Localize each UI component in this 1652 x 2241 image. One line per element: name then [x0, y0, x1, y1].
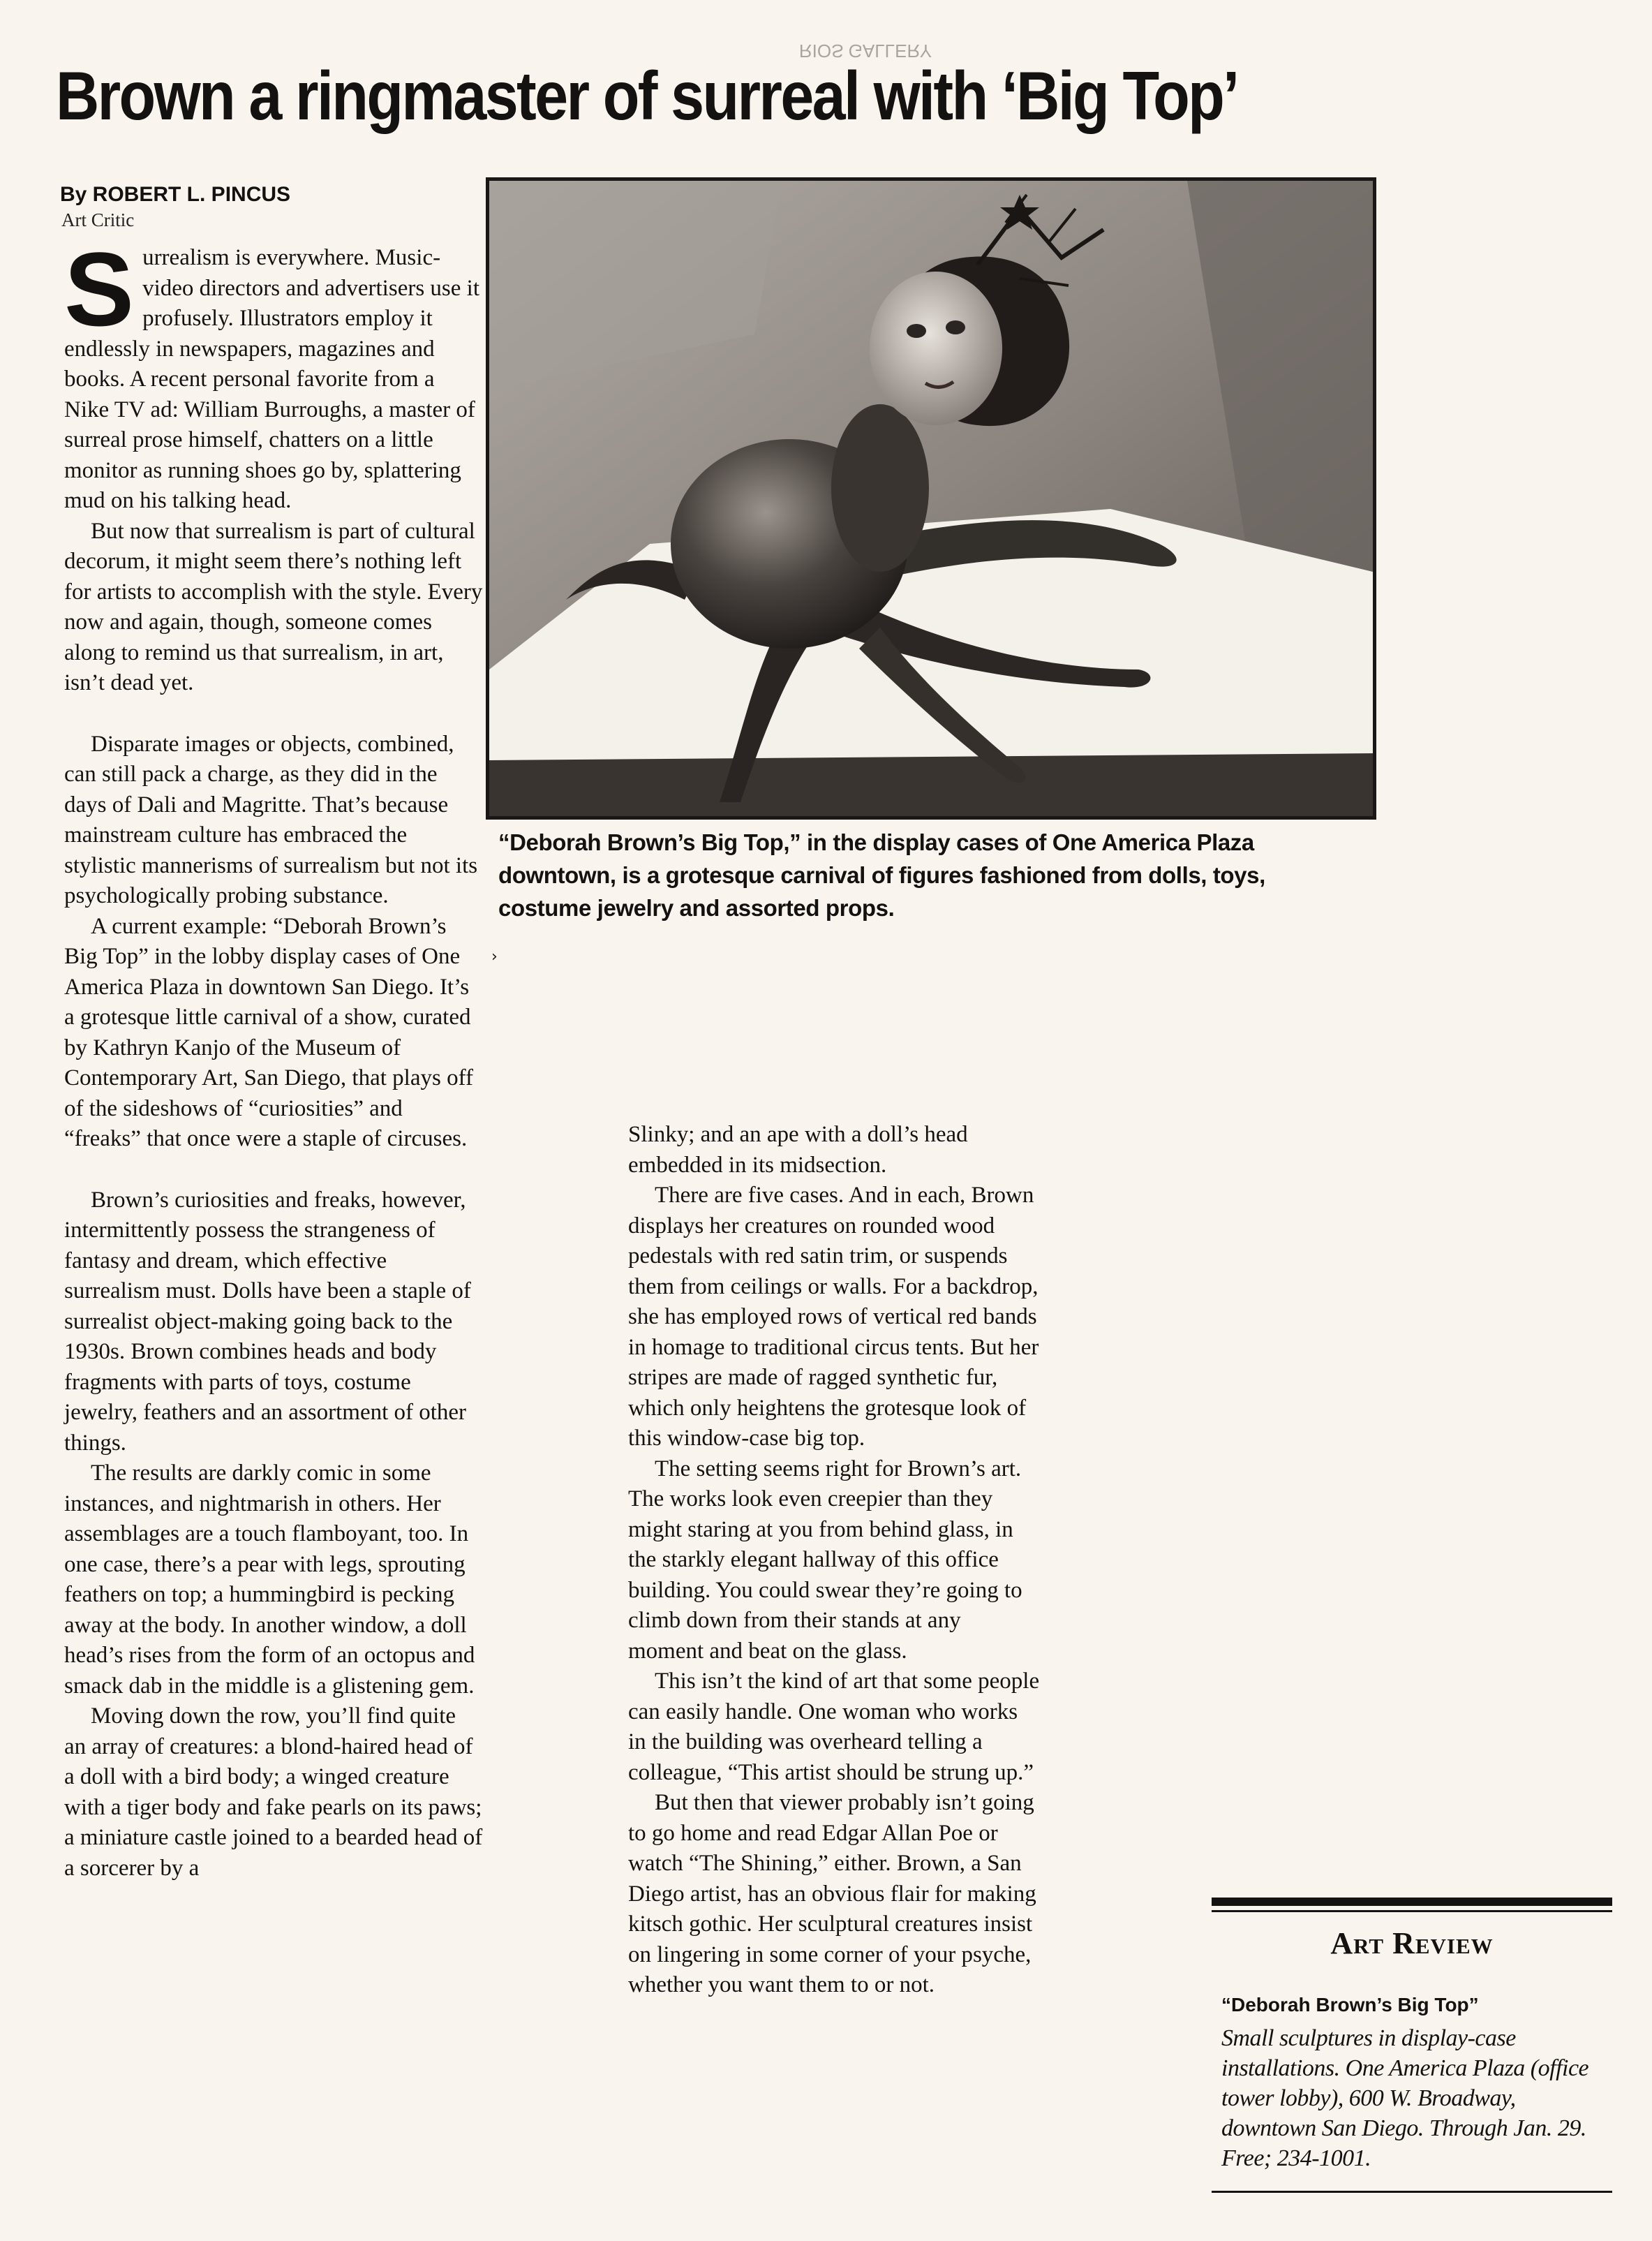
art-review-box — [1212, 1898, 1612, 2196]
review-box-title: Art Review — [1330, 1926, 1494, 1960]
paragraph: But now that surrealism is part of cultural decorum, it might seem there’s nothing left for artists to accomplish with the style. Every now and again, though, someone comes along to remind us that surrealism, in art, isn’t dead yet. — [64, 518, 483, 695]
paragraph: A current example: “Deborah Brown’s Big Top” in the lobby display cases of One America Plaza in downtown San Diego. It’s a grotesque little carnival of a show, curated by Kathryn Kanjo of the Museum of Contemporary Art, San Diego, that plays off of the sideshows of “curiosities” and “freaks” that once were a staple of circuses. — [64, 913, 473, 1151]
sculpture-photo — [486, 177, 1376, 820]
stray-mark: › — [491, 948, 498, 966]
paragraph: Slinky; and an ape with a doll’s head embedded in its midsection. — [628, 1122, 968, 1178]
review-show-name: “Deborah Brown’s Big Top” — [1221, 1994, 1479, 2016]
paragraph: This isn’t the kind of art that some people can easily handle. One woman who works in the building was overheard telling a colleague, “This artist should be strung up.” — [628, 1669, 1040, 1785]
paragraph: Moving down the row, you’ll find quite an array of creatures: a blond-haired head of a doll with a bird body; a winged creature with a tiger body and fake pearls on its paws; a miniature castle joined to a bearded head of a sorcerer by a — [64, 1703, 483, 1881]
drop-cap: S — [64, 230, 135, 348]
rule-thin — [1212, 1910, 1612, 1912]
mirrored-masthead-bleed: RIOS GALLERY — [798, 40, 932, 61]
article-column-2 — [628, 1120, 1040, 2001]
paragraph: Disparate images or objects, combined, can still pack a charge, as they did in the days of Dali and Magritte. That’s because mainstream culture has embraced the stylistic mannerisms of surrealism but not its psychologically probing substance. — [64, 731, 478, 908]
byline-title: Art Critic — [61, 209, 135, 230]
article-column-1 — [64, 230, 483, 1884]
rule-bottom — [1212, 2191, 1612, 2193]
paragraph: The results are darkly comic in some instances, and nightmarish in others. Her assemblages are a touch flamboyant, too. In one case, there’s a pear with legs, sprouting feathers on top; a hummingbird is pecking away at the body. In another window, a doll head’s rises from the form of an octopus and smack dab in the middle is a glistening gem. — [64, 1460, 475, 1699]
paragraph: There are five cases. And in each, Brown displays her creatures on rounded wood pedestals with red satin trim, or suspends them from ceilings or walls. For a backdrop, she has employed rows of vertical red bands in homage to traditional circus tents. But her stripes are made of ragged synthetic fur, which only heightens the grotesque look of this window-case big top. — [628, 1183, 1039, 1451]
paragraph: urrealism is everywhere. Music-video directors and advertisers use it profusely. Illustrators employ it endlessly in newspapers, magazines and books. A recent personal favorite from a Nike TV ad: William Burroughs, a master of surreal prose himself, chatters on a little monitor as running shoes go by, splattering mud on his talking head. — [64, 245, 479, 513]
paragraph: The setting seems right for Brown’s art. The works look even creepier than they might staring at you from behind glass, in the starkly elegant hallway of this office building. You could swear they’re going to climb down from their stands at any moment and beat on the glass. — [628, 1456, 1022, 1664]
photo-caption: “Deborah Brown’s Big Top,” in the display cases of One America Plaza downtown, is a grotesque carnival of figures fashioned from dolls, toys, costume jewelry and assorted props. — [498, 829, 1265, 921]
review-show-details: Small sculptures in display-case installations. One America Plaza (office tower lobby), 600 W. Broadway, downtown San Diego. Through Jan. 29. Free; 234-1001. — [1221, 2025, 1589, 2171]
paragraph: But then that viewer probably isn’t going to go home and read Edgar Allan Poe or watch “The Shining,” either. Brown, a San Diego artist, has an obvious flair for making kitsch gothic. Her sculptural creatures insist on lingering in some corner of your psyche, whether you want them to or not. — [628, 1790, 1036, 1997]
headline: Brown a ringmaster of surreal with ‘Big Top’ — [56, 57, 1238, 134]
rule-thick — [1212, 1898, 1612, 1906]
byline-author: By ROBERT L. PINCUS — [60, 183, 291, 206]
paragraph: Brown’s curiosities and freaks, however, intermittently possess the strangeness of fantasy and dream, which effective surrealism must. Dolls have been a staple of surrealist object-making going back to the 1930s. Brown combines heads and body fragments with parts of toys, costume jewelry, feathers and an assortment of other things. — [64, 1187, 471, 1456]
